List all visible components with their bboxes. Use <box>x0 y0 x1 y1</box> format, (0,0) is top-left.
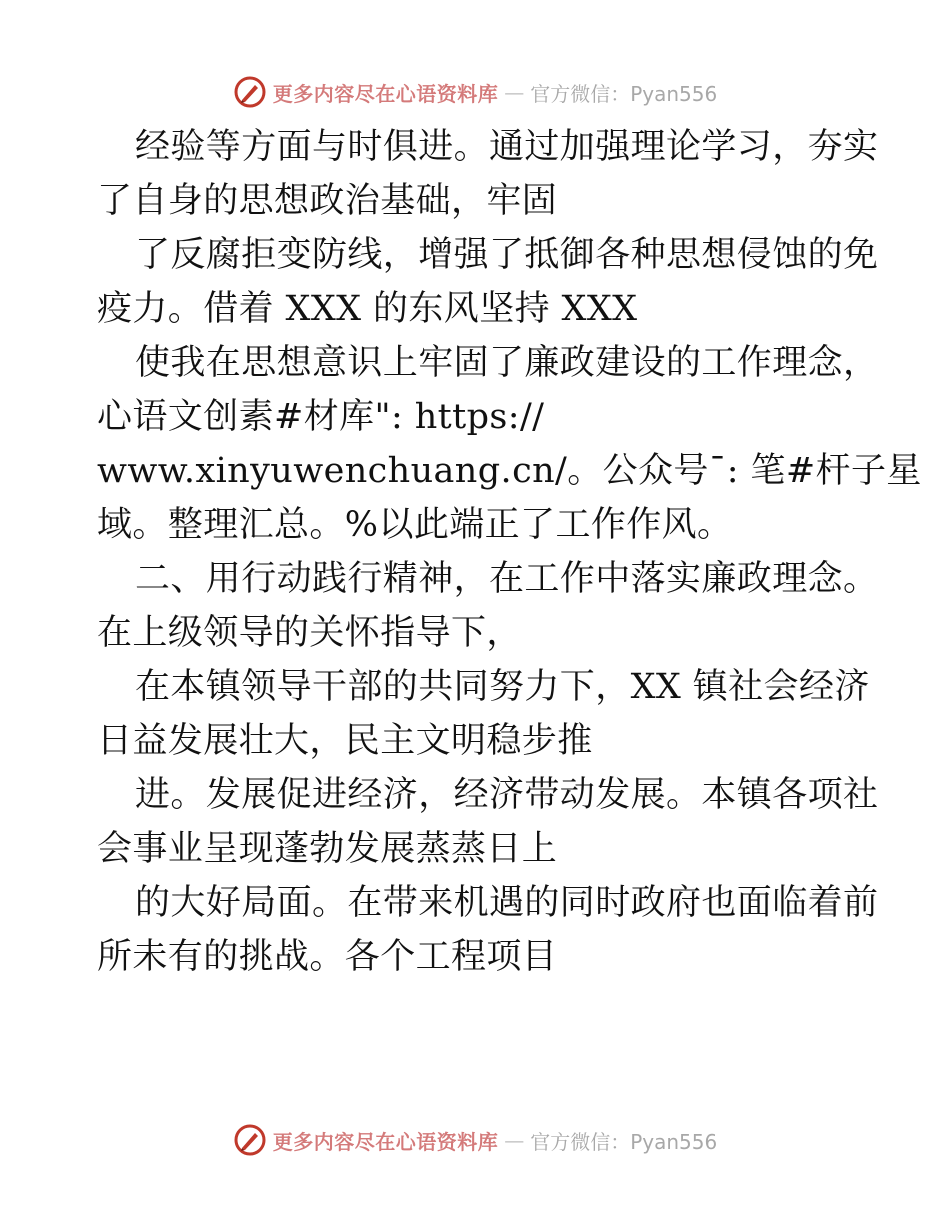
paragraph-line: 了反腐拒变防线，增强了抵御各种思想侵蚀的免 <box>135 235 879 275</box>
pen-logo-icon <box>233 75 267 109</box>
paragraph-line: 会事业呈现蓬勃发展蒸蒸日上 <box>97 829 558 869</box>
pen-logo-icon <box>233 1123 267 1157</box>
banner-dash: — <box>504 1128 525 1152</box>
paragraph-line: 的大好局面。在带来机遇的同时政府也面临着前 <box>135 883 879 923</box>
paragraph-line: 域。整理汇总。%以此端正了工作作风。 <box>97 505 733 545</box>
header-banner <box>0 72 950 112</box>
paragraph-line: 日益发展壮大，民主文明稳步推 <box>97 721 593 761</box>
paragraph-line: 疫力。借着 XXX 的东风坚持 XXX <box>97 289 638 329</box>
paragraph-line: 所未有的挑战。各个工程项目 <box>97 937 558 977</box>
section-heading-line: 二、用行动践行精神，在工作中落实廉政理念。 <box>135 559 879 599</box>
paragraph-line: 使我在思想意识上牢固了廉政建设的工作理念， <box>135 343 879 383</box>
banner-contact: 官方微信：Pyan556 <box>530 1129 718 1154</box>
banner-dash: — <box>504 80 525 104</box>
paragraph-line: 经验等方面与时俱进。通过加强理论学习，夯实 <box>135 127 879 167</box>
footer-banner <box>0 1120 950 1160</box>
paragraph-line: 进。发展促进经济，经济带动发展。本镇各项社 <box>135 775 879 815</box>
paragraph-line: www.xinyuwenchuang.cn/。公众号¯: 笔#杆子星 <box>97 451 922 491</box>
paragraph-line: 心语文创素#材库": https:// <box>97 397 545 437</box>
banner-contact: 官方微信：Pyan556 <box>530 81 718 106</box>
paragraph-line: 在本镇领导干部的共同努力下，XX 镇社会经济 <box>135 667 870 707</box>
banner-title: 更多内容尽在心语资料库 <box>272 1129 499 1154</box>
paragraph-line: 在上级领导的关怀指导下， <box>97 613 522 653</box>
paragraph-line: 了自身的思想政治基础，牢固 <box>97 181 558 221</box>
banner-title: 更多内容尽在心语资料库 <box>272 81 499 106</box>
document-body <box>97 120 922 984</box>
